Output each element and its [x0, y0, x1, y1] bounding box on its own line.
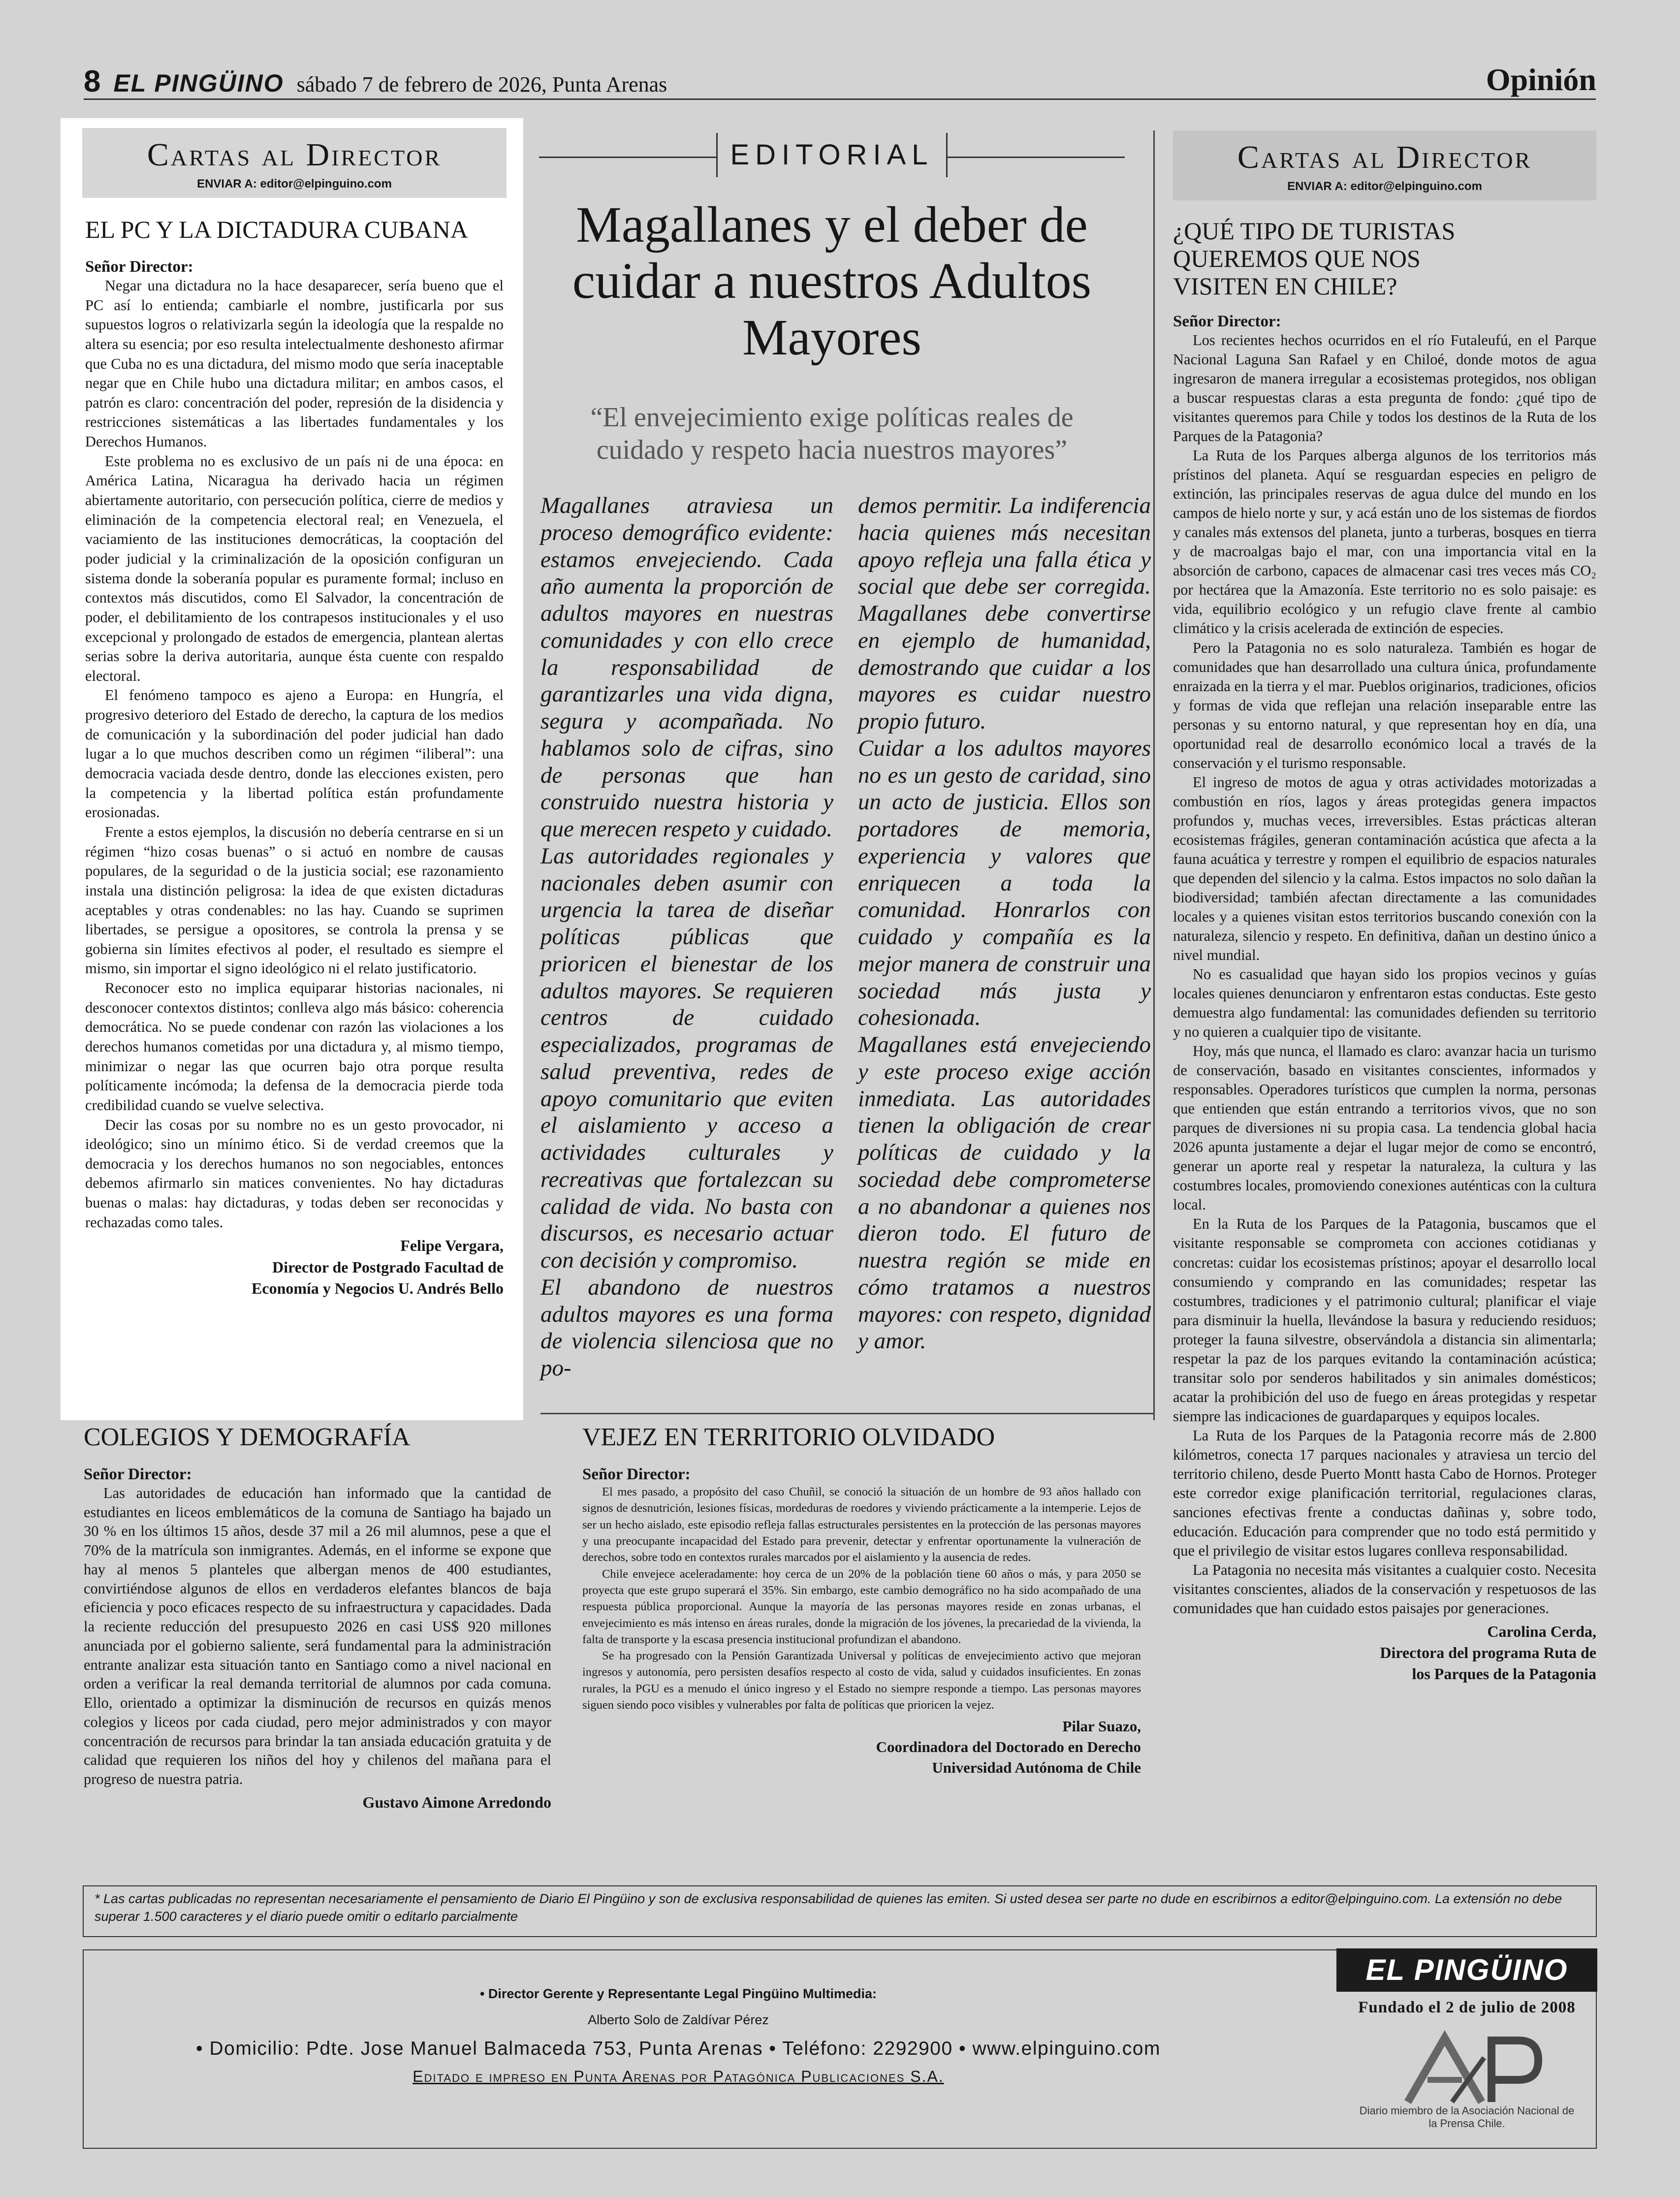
cartas-title: Cartas al Director	[1237, 139, 1532, 175]
letter-salutation: Señor Director:	[85, 258, 193, 276]
letter-salutation: Señor Director:	[84, 1465, 192, 1483]
letter-title: ¿QUÉ TIPO DE TURISTAS QUEREMOS QUE NOS VISITEN EN CHILE?	[1173, 217, 1456, 300]
signature-role: Economía y Negocios U. Andrés Bello	[252, 1279, 504, 1297]
footer-address: • Domicilio: Pdte. Jose Manuel Balmaceda 753, Punta Arenas • Teléfono: 2292900 • www.elpinguino.com	[196, 2038, 1161, 2059]
signature-role: Coordinadora del Doctorado en Derecho	[876, 1738, 1141, 1756]
cartas-header	[1173, 130, 1596, 200]
letter-signature	[85, 1235, 504, 1299]
signature-name: Felipe Vergara,	[400, 1237, 504, 1255]
editorial-column-2	[858, 492, 1151, 1355]
signature-name: Pilar Suazo,	[1062, 1718, 1141, 1735]
letter-right-box	[1173, 130, 1596, 1685]
letter-signature	[1173, 1621, 1596, 1685]
editorial-subheadline: “El envejecimiento exige políticas reales de cuidado y respeto hacia nuestros mayores”	[590, 402, 1074, 466]
letter-left-box	[61, 118, 523, 1420]
signature-role: Director de Postgrado Facultad de	[272, 1258, 504, 1276]
anp-logo-graphic	[1398, 2022, 1546, 2107]
letter-paragraph: El mes pasado, a propósito del caso Chuñil, se conoció la situación de un hombre de 93 años hallado con signos de desnutrición, lesiones físicas, mordeduras de roedores y viviendo prácticamente a la intemperie. Lejos de ser un hecho aislado, este episodio refleja fallas estructurales persistentes en la protección de las personas mayores y una preocupante incapacidad del Estado para prevenir, detectar y enfrentar oportunamente la vulneración de derechos, sobre todo en contextos rurales marcados por el aislamiento y la ausencia de redes.	[582, 1485, 1141, 1564]
letter-signature	[582, 1716, 1141, 1778]
letter-paragraph: Pero la Patagonia no es solo naturaleza. También es hogar de comunidades que han desarrollado una cultura única, profundamente enraizada en la tierra y el mar. Pueblos originarios, tradiciones, oficios y formas de vida que reflejan una relación inseparable entre las personas y su entorno natural, y que representan hoy en día, una oportunidad real de desarrollo económico local a través de la conservación y el turismo responsable.	[1173, 639, 1596, 771]
signature-name: Gustavo Aimone Arredondo	[362, 1793, 551, 1811]
letter-paragraph: Este problema no es exclusivo de un país ni de una época: en América Latina, Nicaragua ha derivado hacia un régimen abiertamente autoritario, con persecución política, cierre de medios y eliminación de la competencia electoral real; en Venezuela, el vaciamiento de las instituciones democráticas, la cooptación del poder judicial y la criminalización de la oposición configuran un sistema donde la soberanía popular es puramente formal; incluso en contextos más discutidos, como El Salvador, la concentración de poder, el debilitamiento de los contrapesos institucionales y el uso excepcional y prolongado de estados de emergencia, plantean alertas serias sobre la deriva autoritaria, aunque ésta cuente con respaldo electoral.	[85, 452, 504, 684]
cartas-email[interactable]: ENVIAR A: editor@elpinguino.com	[197, 177, 392, 191]
anp-caption: Diario miembro de la Asociación Nacional de la Prensa Chile.	[1359, 2104, 1575, 2130]
disclaimer: * Las cartas publicadas no representan necesariamente el pensamiento de Diario El Pingüino y son de exclusiva responsabilidad de quienes las emiten. Si usted desea ser parte no dude en escribirnos a editor@elpinguino.com. La extensión no debe superar 1.500 caracteres y el diario puede omitir o editarlo parcialmente	[83, 1885, 1597, 1937]
signature-role: los Parques de la Patagonia	[1412, 1665, 1596, 1683]
editorial-paragraph: El abandono de nuestros adultos mayores es una forma de violencia silenciosa que no po-	[540, 1274, 833, 1381]
letter-bottom-left	[84, 1423, 551, 1813]
letter-paragraph: La Ruta de los Parques de la Patagonia recorre más de 2.800 kilómetros, conecta 17 parques nacionales y atraviesa un tercio del territorio chileno, desde Puerto Montt hasta Cabo de Hornos. Proteger este corredor exige planificación territorial, regulaciones claras, sanciones efectivas frente a conductas dañinas y, sobre todo, educación. Educación para comprender que no todo está permitido y que el privilegio de visitar estos lugares conlleva responsabilidad.	[1173, 1427, 1596, 1559]
editorial-label: EDITORIAL	[716, 133, 948, 177]
signature-name: Carolina Cerda,	[1487, 1623, 1596, 1641]
footer-logo: EL PINGÜINO	[1336, 1948, 1597, 1992]
editorial-headline: Magallanes y el deber de cuidar a nuestros Adultos Mayores	[572, 196, 1092, 366]
letter-title: VEJEZ EN TERRITORIO OLVIDADO	[582, 1423, 995, 1451]
letter-paragraph: Las autoridades de educación han informado que la cantidad de estudiantes en liceos emblemáticos de la comuna de Santiago ha bajado un 30 % en los últimos 15 años, desde 37 mil a 26 mil alumnos, pese a que el 70% de la matrícula son inmigrantes. Además, en el informe se expone que hay al menos 5 planteles que albergan menos de 400 estudiantes, convirtiéndose algunos de ellos en verdaderos elefantes blancos de baja eficiencia y poco eficaces respecto de su infraestructura y capacidades. Dada la reciente reducción del presupuesto 2026 en casi US$ 920 millones anunciada por el gobierno saliente, será fundamental para la administración entrante analizar esta situación tanto en Santiago como a nivel nacional en orden a verificar la real demanda territorial de alumnos por cada comuna. Ello, orientado a optimizar la disminución de recursos en quizás menos colegios y liceos por cada ciudad, pero mejor administrados y con mayor concentración de recursos para brindar la tan ansiada educación gratuita y de calidad que requieren los niños del hoy y chilenos del mañana para el progreso de nuestra patria.	[84, 1485, 551, 1788]
letter-body	[582, 1484, 1141, 1713]
page-header	[84, 64, 667, 103]
header-logo: EL PINGÜINO	[113, 69, 284, 97]
editorial-paragraph: Magallanes está envejeciendo y este proceso exige acción inmediata. Las autoridades tienen la obligación de crear políticas de cuidado y la sociedad debe comprometerse a no abandonar a quienes nos dieron todo. El futuro de nuestra región se mide en cómo tratamos a nuestros mayores: con respeto, dignidad y amor.	[858, 1032, 1151, 1354]
footer-founded: Fundado el 2 de julio de 2008	[1358, 1999, 1576, 2016]
footer-manager-label: • Director Gerente y Representante Legal Pingüino Multimedia:	[479, 1986, 877, 2001]
letter-signature	[84, 1792, 551, 1813]
header-date: sábado 7 de febrero de 2026, Punta Arenas	[296, 72, 667, 96]
letter-paragraph: Chile envejece aceleradamente: hoy cerca de un 20% de la población tiene 60 años o más, y para 2050 se proyecta que este grupo superará el 35%. Sin embargo, este cambio demográfico no ha sido acompañado de una respuesta pública proporcional. Aunque la mayoría de las personas mayores reside en zonas urbanas, el envejecimiento es más intenso en áreas rurales, donde la migración de los jóvenes, la precariedad de la vivienda, la falta de transporte y la escasa presencia institucional profundizan el abandono.	[582, 1567, 1141, 1646]
footer-publisher-text: Editado e impreso en Punta Arenas por Patagónica Publicaciones S.A.	[412, 2068, 944, 2085]
letter-paragraph: Decir las cosas por su nombre no es un gesto provocador, ni ideológico; sino un mínimo ético. Si de verdad creemos que la democracia y los derechos humanos no son negociables, entonces debemos afirmarlo sin matices convenientes. No hay dictaduras buenas o malas: hay dictaduras, y todas deben ser reconocidas y rechazadas como tales.	[85, 1116, 504, 1231]
letter-title: EL PC Y LA DICTADURA CUBANA	[85, 216, 468, 243]
header-divider	[84, 98, 1596, 100]
anp-logo-icon	[1398, 2022, 1546, 2107]
editorial-rule-right	[948, 157, 1125, 158]
cartas-email[interactable]: ENVIAR A: editor@elpinguino.com	[1287, 180, 1482, 193]
signature-role: Universidad Autónoma de Chile	[932, 1759, 1141, 1777]
letter-paragraph: Frente a estos ejemplos, la discusión no debería centrarse en si un régimen “hizo cosas buenas” o si actuó en nombre de causas populares, de la seguridad o de la justicia social; ese razonamiento instala una distinción peligrosa: la idea de que existen dictaduras aceptables y otras condenables: no las hay. Cuando se suprimen libertades, se persigue a opositores, se controla la prensa y se gobierna sin límites efectivos al poder, el resultado es siempre el mismo, sin importar el signo ideológico ni el relato justificatorio.	[85, 823, 504, 977]
editorial-column-1	[540, 492, 833, 1382]
signature-role: Directora del programa Ruta de	[1380, 1644, 1596, 1662]
letter-paragraph: No es casualidad que hayan sido los propios vecinos y guías locales quienes denunciaron y enfrentaron estas conductas. Este gesto demuestra algo fundamental: las comunidades defienden su territorio y no quieren a cualquier tipo de visitante.	[1173, 966, 1596, 1041]
editorial-paragraph: Las autoridades regionales y nacionales deben asumir con urgencia la tarea de diseñar políticas públicas que prioricen el bienestar de los adultos mayores. Se requieren centros de cuidado especializados, programas de salud preventiva, redes de apoyo comunitario que eviten el aislamiento y acceso a actividades culturales y recreativas que fortalezcan su calidad de vida. No basta con discursos, es necesario actuar con decisión y compromiso.	[540, 843, 833, 1273]
cartas-title: Cartas al Director	[147, 137, 442, 173]
letter-body	[1173, 331, 1596, 1618]
editorial-paragraph: Cuidar a los adultos mayores no es un gesto de caridad, sino un acto de justicia. Ellos son portadores de memoria, experiencia y valores que enriquecen a toda la comunidad. Honrarlos con cuidado y compañía es la mejor manera de construir una sociedad más justa y cohesionada.	[858, 735, 1151, 1031]
editorial-rule-left	[539, 157, 716, 158]
editorial-paragraph: Magallanes atraviesa un proceso demográfico evidente: estamos envejeciendo. Cada año aumenta la proporción de adultos mayores en nuestras comunidades y con ello crece la responsabilidad de garantizarles una vida digna, segura y acompañada. No hablamos solo de cifras, sino de personas que han construido nuestra historia y que merecen respeto y cuidado.	[540, 493, 833, 842]
page-number: 8	[84, 64, 101, 98]
letter-paragraph: El fenómeno tampoco es ajeno a Europa: en Hungría, el progresivo deterioro del Estado de derecho, la captura de los medios de comunicación y la subordinación del poder judicial han dado lugar a lo que muchos describen como un régimen “iliberal”: una democracia vaciada desde dentro, donde las elecciones existen, pero la competencia y la libertad política están profundamente erosionadas.	[85, 687, 504, 821]
letter-body	[85, 276, 504, 1232]
letter-title: COLEGIOS Y DEMOGRAFÍA	[84, 1423, 411, 1451]
letter-paragraph: Reconocer esto no implica equiparar historias nacionales, ni desconocer contextos distintos; conlleva algo más básico: coherencia democrática. No se puede condenar con razón las violaciones a los derechos humanos cometidas por una dictadura y, al mismo tiempo, minimizar o negar las que ocurren bajo otra porque resulta políticamente incómoda; la defensa de la democracia pierde toda credibilidad cuando se vuelve selectiva.	[85, 980, 504, 1114]
letter-paragraph: La Patagonia no necesita más visitantes a cualquier costo. Necesita visitantes conscientes, aliados de la conservación y respetuosos de las comunidades que han cuidado estos paisajes por generaciones.	[1173, 1561, 1596, 1617]
letter-bottom-middle	[582, 1423, 1141, 1778]
letter-body	[84, 1484, 551, 1789]
letter-paragraph: El ingreso de motos de agua y otras actividades motorizadas a combustión en ríos, lagos y áreas protegidas genera impactos profundos y, muchas veces, irreversibles. Estas prácticas alteran ecosistemas frágiles, generan contaminación acústica que afecta a la fauna acuática y terrestre y rompen el equilibrio de espacios naturales que dependen del silencio y la calma. Estos impactos no solo dañan la biodiversidad; también afectan directamente a las comunidades locales y a quienes visitan estos territorios buscando conexión con la naturaleza, silencio y respeto. En definitiva, dañan un destino único a nivel mundial.	[1173, 773, 1596, 963]
letter-paragraph: Los recientes hechos ocurridos en el río Futaleufú, en el Parque Nacional Laguna San Rafael y en Chiloé, donde motos de agua ingresaron de manera irregular a ecosistemas protegidos, nos obligan a buscar respuestas claras a esta pregunta de fondo: ¿qué tipo de visitantes queremos para Chile y todos los destinos de la Ruta de los Parques de la Patagonia?	[1173, 332, 1596, 445]
editorial-paragraph: demos permitir. La indiferencia hacia quienes más necesitan apoyo refleja una falla ética y social que debe ser corregida. Magallanes debe convertirse en ejemplo de humanidad, demostrando que cuidar a los mayores es cuidar nuestro propio futuro.	[858, 493, 1151, 734]
letter-salutation: Señor Director:	[582, 1465, 691, 1483]
section-title: Opinión	[1486, 62, 1596, 97]
column-divider	[1153, 130, 1155, 1420]
letter-paragraph: Se ha progresado con la Pensión Garantizada Universal y políticas de envejecimiento activo que mejoran ingresos y autonomía, pero persisten desafíos respecto al costo de vida, salud y cuidados insuficientes. En zonas rurales, la PGU es a menudo el único ingreso y el Estado no siempre responde a tiempo. Las personas mayores siguen siendo poco visibles y vulnerables por falta de políticas que prioricen la vejez.	[582, 1649, 1141, 1712]
letter-paragraph: Hoy, más que nunca, el llamado es claro: avanzar hacia un turismo de conservación, basado en visitantes conscientes, informados y responsables. Operadores turísticos que cumplen la norma, personas que entienden que están entrando a territorios vivos, que no son parques de diversiones ni su propia casa. La tendencia global hacia 2026 apunta justamente a dejar el lugar mejor de como se encontró, generar un aporte real y respetar la naturaleza, la cultura y las costumbres locales, promoviendo conexiones auténticas con la cultura local.	[1173, 1043, 1596, 1213]
footer-manager-name: Alberto Solo de Zaldívar Pérez	[588, 2012, 769, 2027]
letter-paragraph: Negar una dictadura no la hace desaparecer, sería bueno que el PC así lo entienda; cambiarle el nombre, justificarla por sus supuestos logros o relativizarla según la ideología que la respalde no altera su esencia; por eso resulta intelectualmente deshonesto afirmar que Cuba no es una dictadura, del mismo modo que sería inaceptable negar que en Chile hubo una dictadura militar; en ambos casos, el patrón es claro: concentración del poder, represión de la disidencia y restricciones sistemáticas a las libertades fundamentales y los Derechos Humanos.	[85, 277, 504, 450]
anp-logo-text: ANP	[1472, 2022, 1488, 2030]
letter-paragraph: En la Ruta de los Parques de la Patagonia, buscamos que el visitante responsable se comprometa con acciones cotidianas y concretas: cuidar los ecosistemas prístinos; apoyar el desarrollo local consumiendo y comprando en las comunidades; respetar las costumbres, tradiciones y el patrimonio cultural; planificar el viaje para disminuir la huella, llevándose la basura y reduciendo residuos; proteger la fauna silvestre, observándola a distancia sin alimentarla; respetar la paz de los parques evitando la contaminación acústica; transitar solo por senderos habilitados y sin animales domésticos; acatar la prohibición del uso de fuego en áreas protegidas y respetar siempre las indicaciones de guardaparques y equipos locales.	[1173, 1215, 1596, 1425]
letter-paragraph: La Ruta de los Parques alberga algunos de los territorios más prístinos del planeta. Aquí se resguardan especies en peligro de extinción, las principales reservas de agua dulce del mundo en los campos de hielo norte y sur, y acá están uno de los sistemas de fiordos y canales más extensos del planeta, junto a turberas, bosques en tierra y de macroalgas bajo el mar, con una importancia vital en la absorción de carbono, capaces de almacenar casi tres veces más CO₂ por hectárea que la Amazonía. Este territorio no es solo paisaje: es vida, equilibrio ecológico y un refugio clave frente al cambio climático y la crisis acelerada de extinción de especies.	[1173, 447, 1596, 637]
letter-salutation: Señor Director:	[1173, 313, 1281, 330]
footer-publisher	[83, 2068, 1274, 2086]
cartas-header	[82, 128, 507, 198]
editorial-bottom-rule	[540, 1413, 1153, 1414]
